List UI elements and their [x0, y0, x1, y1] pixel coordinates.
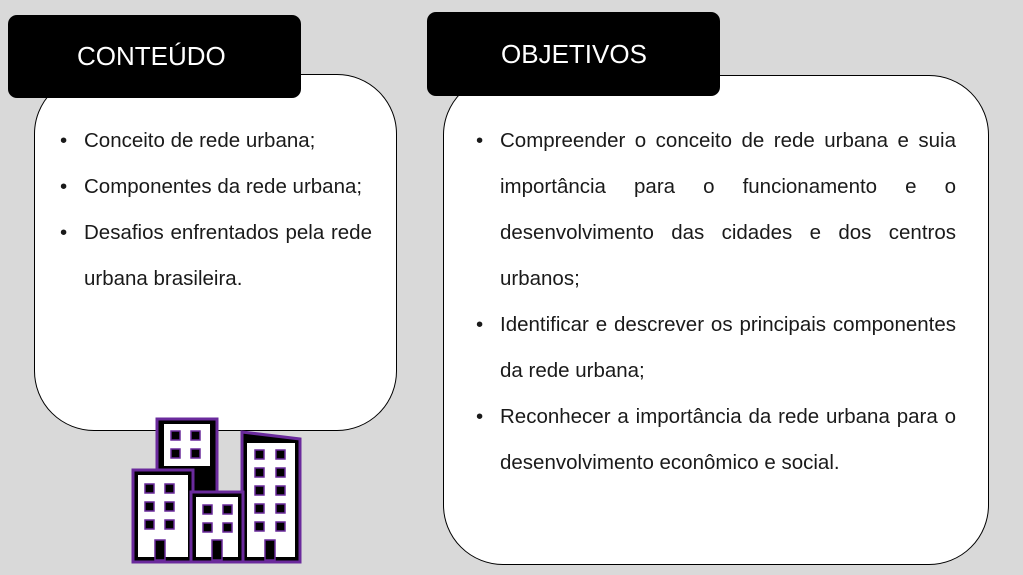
conteudo-title: [8, 15, 301, 98]
list-item: • Conceito de rede urbana;: [84, 118, 372, 164]
list-item: • Desafios enfrentados pela rede urbana brasileira.: [84, 210, 372, 302]
objetivos-title: [427, 12, 720, 96]
buildings-icon: [130, 412, 305, 564]
conteudo-title-text: CONTEÚDO: [77, 41, 226, 71]
list-item: • Identificar e descrever os principais componentes da rede urbana;: [500, 302, 956, 394]
conteudo-list: [84, 118, 372, 302]
list-item: • Compreender o conceito de rede urbana e suia importância para o funcionamento e o desenvolvimento das cidades e dos centros urbanos;: [500, 118, 956, 302]
list-item: • Componentes da rede urbana;: [84, 164, 372, 210]
list-item: • Reconhecer a importância da rede urbana para o desenvolvimento econômico e social.: [500, 394, 956, 486]
objetivos-title-text: OBJETIVOS: [501, 38, 647, 69]
objetivos-list: [500, 118, 956, 486]
